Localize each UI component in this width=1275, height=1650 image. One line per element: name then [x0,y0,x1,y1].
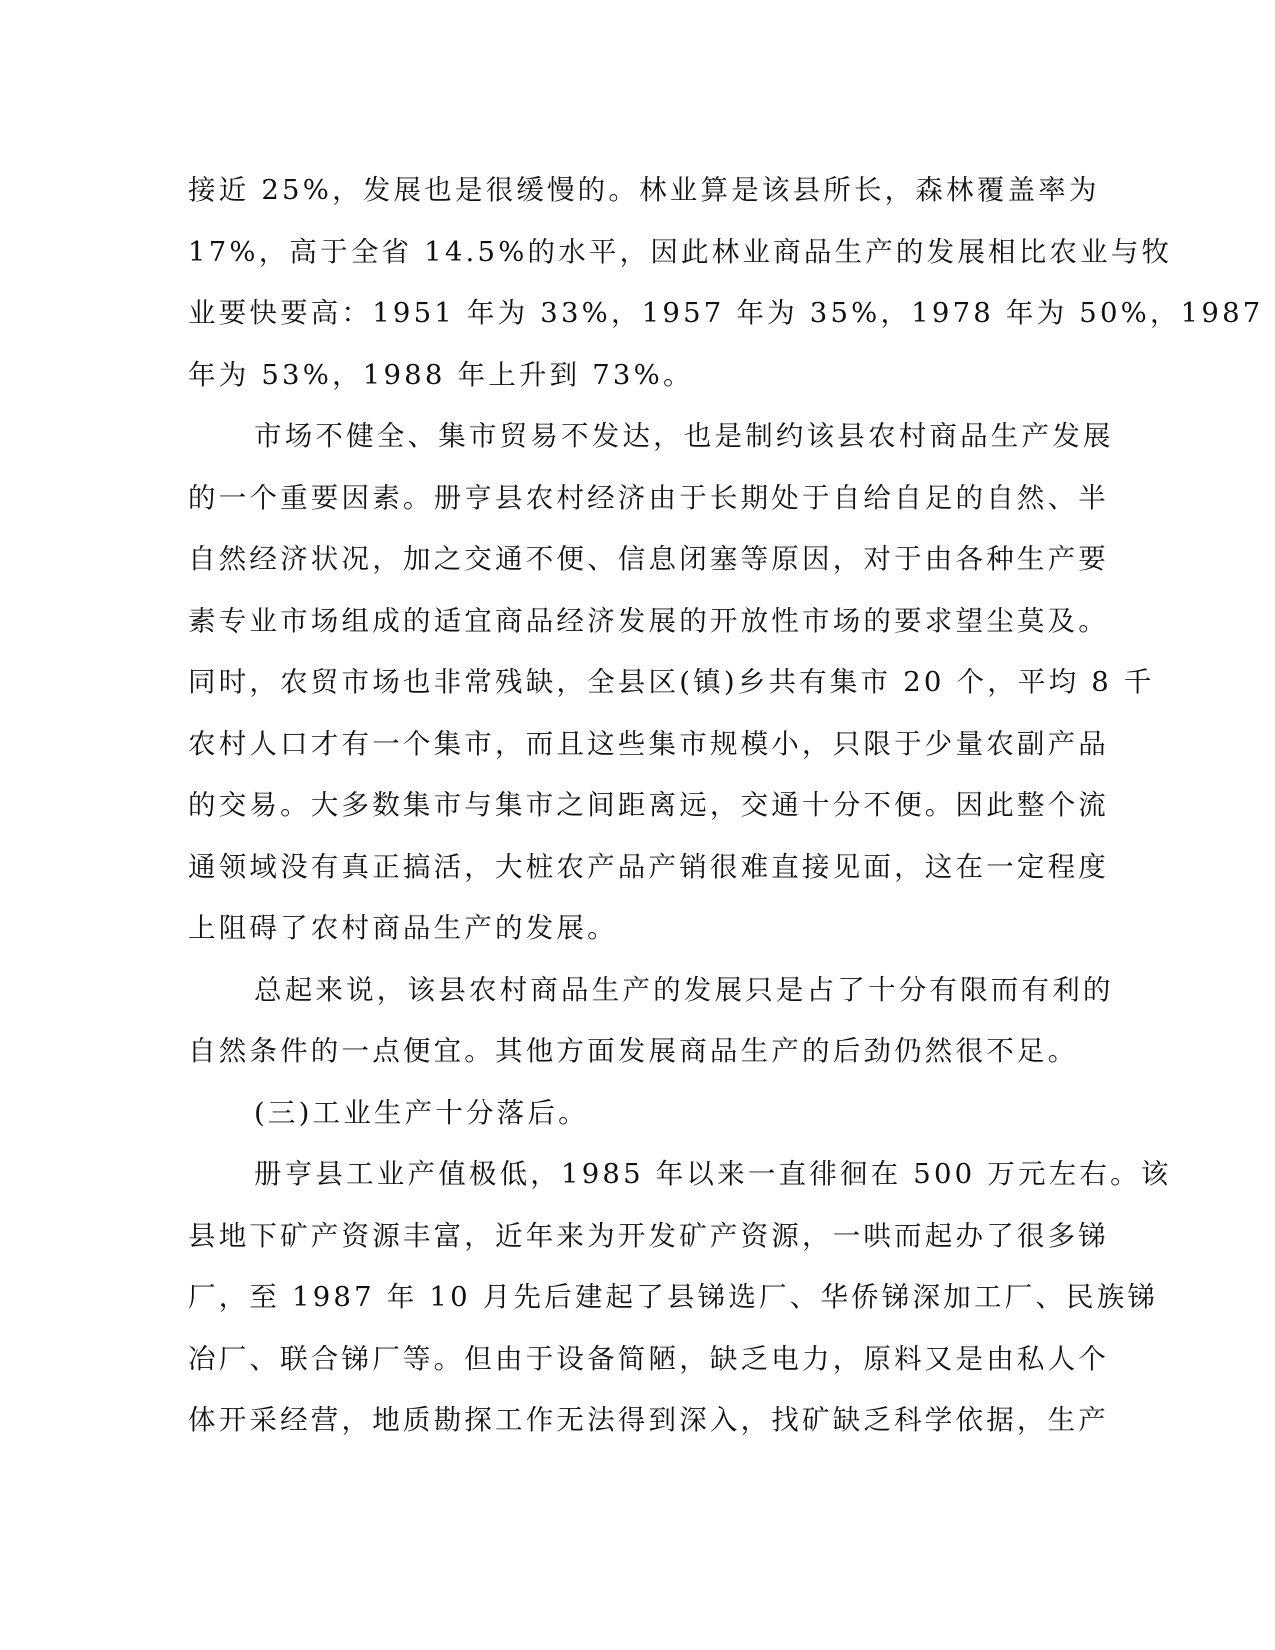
text-line: 上阻碍了农村商品生产的发展。 [188,912,618,944]
text-line: 冶厂、联合锑厂等。但由于设备简陋，缺乏电力，原料又是由私人个 [188,1342,1109,1375]
text-line: 体开采经营，地质勘探工作无法得到深入，找矿缺乏科学依据，生产 [188,1404,1109,1436]
text-line: 接近 25%，发展也是很缓慢的。林业算是该县所长，森林覆盖率为 [188,174,1100,206]
text-line: 农村人口才有一个集市，而且这些集市规模小，只限于少量农副产品 [188,727,1109,760]
text-line: 的交易。大多数集市与集市之间距离远，交通十分不便。因此整个流 [188,789,1109,821]
paragraph-first-line: 册亨县工业产值极低，1985 年以来一直徘徊在 500 万元左右。该 [254,1158,1172,1190]
section-heading: (三)工业生产十分落后。 [254,1096,589,1129]
text-line: 的一个重要因素。册亨县农村经济由于长期处于自给自足的自然、半 [188,481,1109,514]
text-line: 厂，至 1987 年 10 月先后建起了县锑选厂、华侨锑深加工厂、民族锑 [188,1281,1159,1313]
text-line: 17%，高于全省 14.5%的水平，因此林业商品生产的发展相比农业与牧 [188,235,1173,268]
text-line: 自然条件的一点便宜。其他方面发展商品生产的后劲仍然很不足。 [188,1035,1079,1067]
text-line: 业要快要高：1951 年为 33%，1957 年为 35%，1978 年为 50%，1987 [188,297,1264,329]
paragraph-first-line: 市场不健全、集市贸易不发达，也是制约该县农村商品生产发展 [254,420,1114,452]
text-line: 通领域没有真正搞活，大桩农产品产销很难直接见面，这在一定程度 [188,850,1109,883]
body-text [188,160,1264,1452]
paragraph-first-line: 总起来说，该县农村商品生产的发展只是占了十分有限而有利的 [254,973,1114,1006]
text-line: 年为 53%，1988 年上升到 73%。 [188,358,694,391]
text-line: 自然经济状况，加之交通不便、信息闭塞等原因，对于由各种生产要 [188,543,1109,575]
text-line: 县地下矿产资源丰富，近年来为开发矿产资源，一哄而起办了很多锑 [188,1219,1109,1252]
text-line: 同时，农贸市场也非常残缺，全县区(镇)乡共有集市 20 个，平均 8 千 [188,666,1155,698]
text-line: 素专业市场组成的适宜商品经济发展的开放性市场的要求望尘莫及。 [188,604,1109,637]
